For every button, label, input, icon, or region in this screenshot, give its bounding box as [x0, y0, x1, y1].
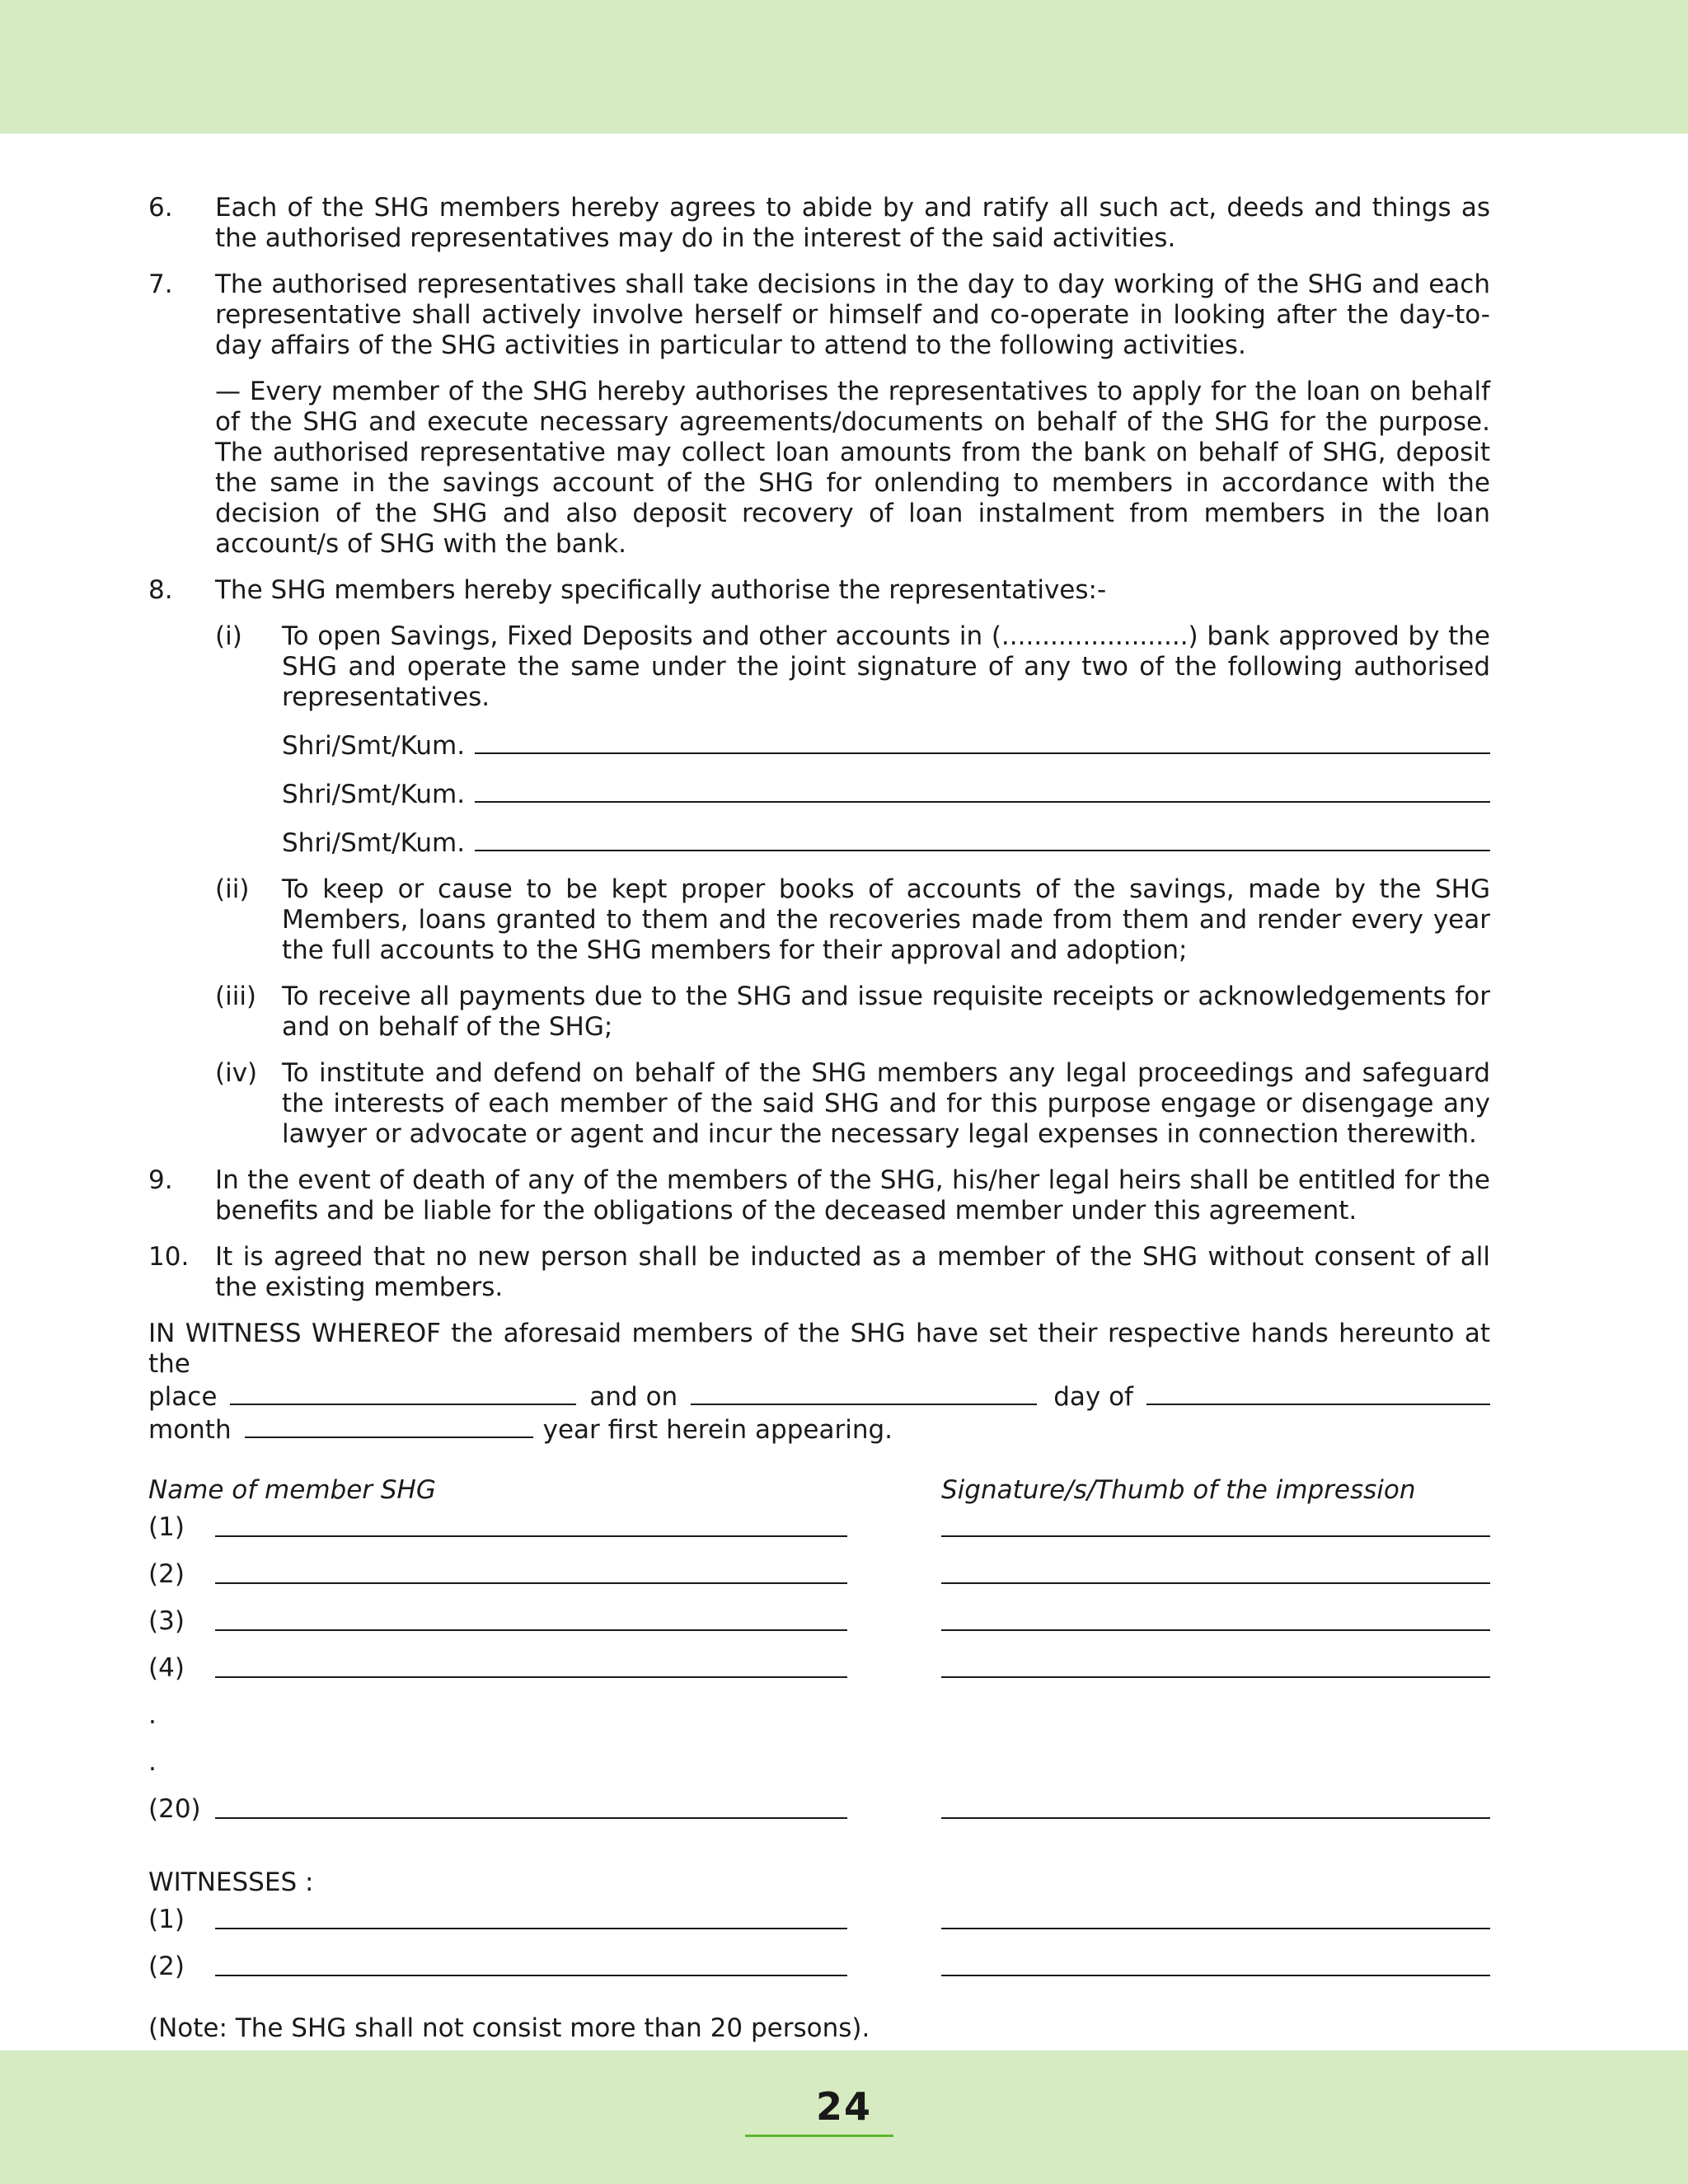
place-label: place: [148, 1382, 218, 1412]
witness-clause: [148, 1319, 1490, 1446]
witness-signature-field[interactable]: [941, 1975, 1490, 1976]
clause-text: In the event of death of any of the members of the SHG, his/her legal heirs shall be entitled for the benefits and be liable for the obligations of the deceased member under this agreement.: [215, 1165, 1490, 1226]
continuation-dot: [148, 1694, 1490, 1741]
representative-line-2: [282, 777, 1490, 810]
witness-row: [148, 1898, 1490, 1945]
witness-month-line: [148, 1413, 1490, 1446]
sub-number: (i): [215, 621, 242, 651]
day-of-label: day of: [1053, 1382, 1133, 1412]
member-name-field[interactable]: [215, 1817, 847, 1819]
witness-name-field[interactable]: [215, 1928, 847, 1929]
witness-row: [148, 1945, 1490, 1992]
witness-index: (1): [148, 1905, 185, 1934]
member-signature-field[interactable]: [941, 1535, 1490, 1537]
clause-text: It is agreed that no new person shall be inducted as a member of the SHG without consent of all the existing members.: [215, 1242, 1490, 1302]
clause-text: The authorised representatives shall take decisions in the day to day working of the SHG and each representative shall actively involve herself or himself and co-operate in looking after the day-to-day affairs of the SHG activities in particular to attend to the following activities.: [215, 269, 1490, 360]
member-row: [148, 1506, 1490, 1553]
member-signature-field[interactable]: [941, 1817, 1490, 1819]
sub-text: To keep or cause to be kept proper books of accounts of the savings, made by the SHG Members, loans granted to them and the recoveries made from them and render every year the full accounts to the SHG members for their approval and adoption;: [282, 874, 1490, 965]
witness-intro: IN WITNESS WHEREOF the aforesaid members of the SHG have set their respective hands hereunto at the: [148, 1319, 1490, 1379]
representative-prefix: Shri/Smt/Kum.: [282, 731, 466, 761]
agreement-body: [148, 193, 1490, 2044]
continuation-dot: [148, 1741, 1490, 1788]
clause-9: [148, 1165, 1490, 1226]
member-signature-field[interactable]: [941, 1629, 1490, 1631]
clause-text: Each of the SHG members hereby agrees to abide by and ratify all such act, deeds and things as the authorised representatives may do in the interest of the said activities.: [215, 193, 1490, 253]
member-index: (2): [148, 1559, 185, 1589]
member-row-last: [148, 1788, 1490, 1835]
representative-prefix: Shri/Smt/Kum.: [282, 780, 466, 809]
witness-ending: year first herein appearing.: [542, 1415, 893, 1445]
day-field[interactable]: [1146, 1380, 1490, 1405]
clause-8-sub-iv: [148, 1058, 1490, 1150]
clause-text: The SHG members hereby specifically authorise the representatives:-: [215, 575, 1107, 605]
page-number: 24: [815, 2084, 872, 2129]
witnesses-label: WITNESSES :: [148, 1868, 314, 1897]
clause-7-subparagraph: — Every member of the SHG hereby authorises the representatives to apply for the loan on behalf of the SHG and execute necessary agreements/documents on behalf of the SHG for the purpose. The authorised representative may collect loan amounts from the bank on behalf of SHG, deposit the same in the savings account of the SHG for onlending to members in accordance with the decision of the SHG and also deposit recovery of loan instalment from members in the loan account/s of SHG with the bank.: [215, 377, 1490, 559]
witness-name-field[interactable]: [215, 1975, 847, 1976]
representative-prefix: Shri/Smt/Kum.: [282, 828, 466, 858]
sub-text: To open Savings, Fixed Deposits and other accounts in (.......................) bank approved by the SHG and operate the same under the joint signature of any two of the following authorised representatives.: [282, 621, 1490, 712]
month-field[interactable]: [245, 1413, 533, 1438]
member-signature-field[interactable]: [941, 1676, 1490, 1678]
representative-line-1: [282, 729, 1490, 762]
clause-8-sub-iii: [148, 982, 1490, 1043]
representative-name-field[interactable]: [475, 826, 1490, 851]
member-name-field[interactable]: [215, 1676, 847, 1678]
member-index: (4): [148, 1653, 185, 1683]
date-field[interactable]: [691, 1380, 1037, 1405]
representative-name-field[interactable]: [475, 729, 1490, 754]
witness-date-line: [148, 1380, 1490, 1413]
sub-number: (iv): [215, 1058, 258, 1088]
sub-number: (ii): [215, 874, 250, 904]
member-signature-field[interactable]: [941, 1582, 1490, 1584]
member-index: (1): [148, 1512, 185, 1542]
member-row: [148, 1600, 1490, 1647]
name-column-header: Name of member SHG: [148, 1475, 436, 1505]
signature-column-header: Signature/s/Thumb of the impression: [941, 1475, 1416, 1505]
month-label: month: [148, 1415, 232, 1445]
member-row: [148, 1647, 1490, 1694]
member-index: (3): [148, 1606, 185, 1636]
member-index: (20): [148, 1794, 201, 1824]
clause-number: 9.: [148, 1165, 173, 1195]
clause-7: [148, 269, 1490, 361]
member-name-field[interactable]: [215, 1535, 847, 1537]
member-name-field[interactable]: [215, 1629, 847, 1631]
clause-8: [148, 575, 1490, 606]
and-on-label: and on: [589, 1382, 678, 1412]
ellipsis-dot: .: [148, 1747, 157, 1777]
clause-10: [148, 1242, 1490, 1303]
clause-8-sub-ii: [148, 874, 1490, 966]
representative-name-field[interactable]: [475, 777, 1490, 803]
sub-number: (iii): [215, 982, 257, 1011]
clause-number: 6.: [148, 193, 173, 223]
member-row: [148, 1553, 1490, 1600]
sub-text: To institute and defend on behalf of the SHG members any legal proceedings and safeguard the interests of each member of the said SHG and for this purpose engage or disengage any lawyer or advocate or agent and incur the necessary legal expenses in connection therewith.: [282, 1058, 1490, 1149]
clause-6: [148, 193, 1490, 254]
note-text: (Note: The SHG shall not consist more than 20 persons).: [148, 2013, 870, 2043]
clause-number: 10.: [148, 1242, 190, 1272]
witness-signature-field[interactable]: [941, 1928, 1490, 1929]
ellipsis-dot: .: [148, 1700, 157, 1730]
member-name-field[interactable]: [215, 1582, 847, 1584]
signature-table-header: [148, 1475, 1490, 1506]
header-band: [0, 0, 1688, 134]
clause-number: 7.: [148, 269, 173, 299]
place-field[interactable]: [230, 1380, 576, 1405]
representative-line-3: [282, 826, 1490, 859]
sub-text: To receive all payments due to the SHG and issue requisite receipts or acknowledgements for and on behalf of the SHG;: [282, 982, 1490, 1042]
witness-index: (2): [148, 1952, 185, 1981]
clause-number: 8.: [148, 575, 173, 605]
page-number-underline: [745, 2135, 893, 2137]
clause-8-sub-i: [148, 621, 1490, 713]
